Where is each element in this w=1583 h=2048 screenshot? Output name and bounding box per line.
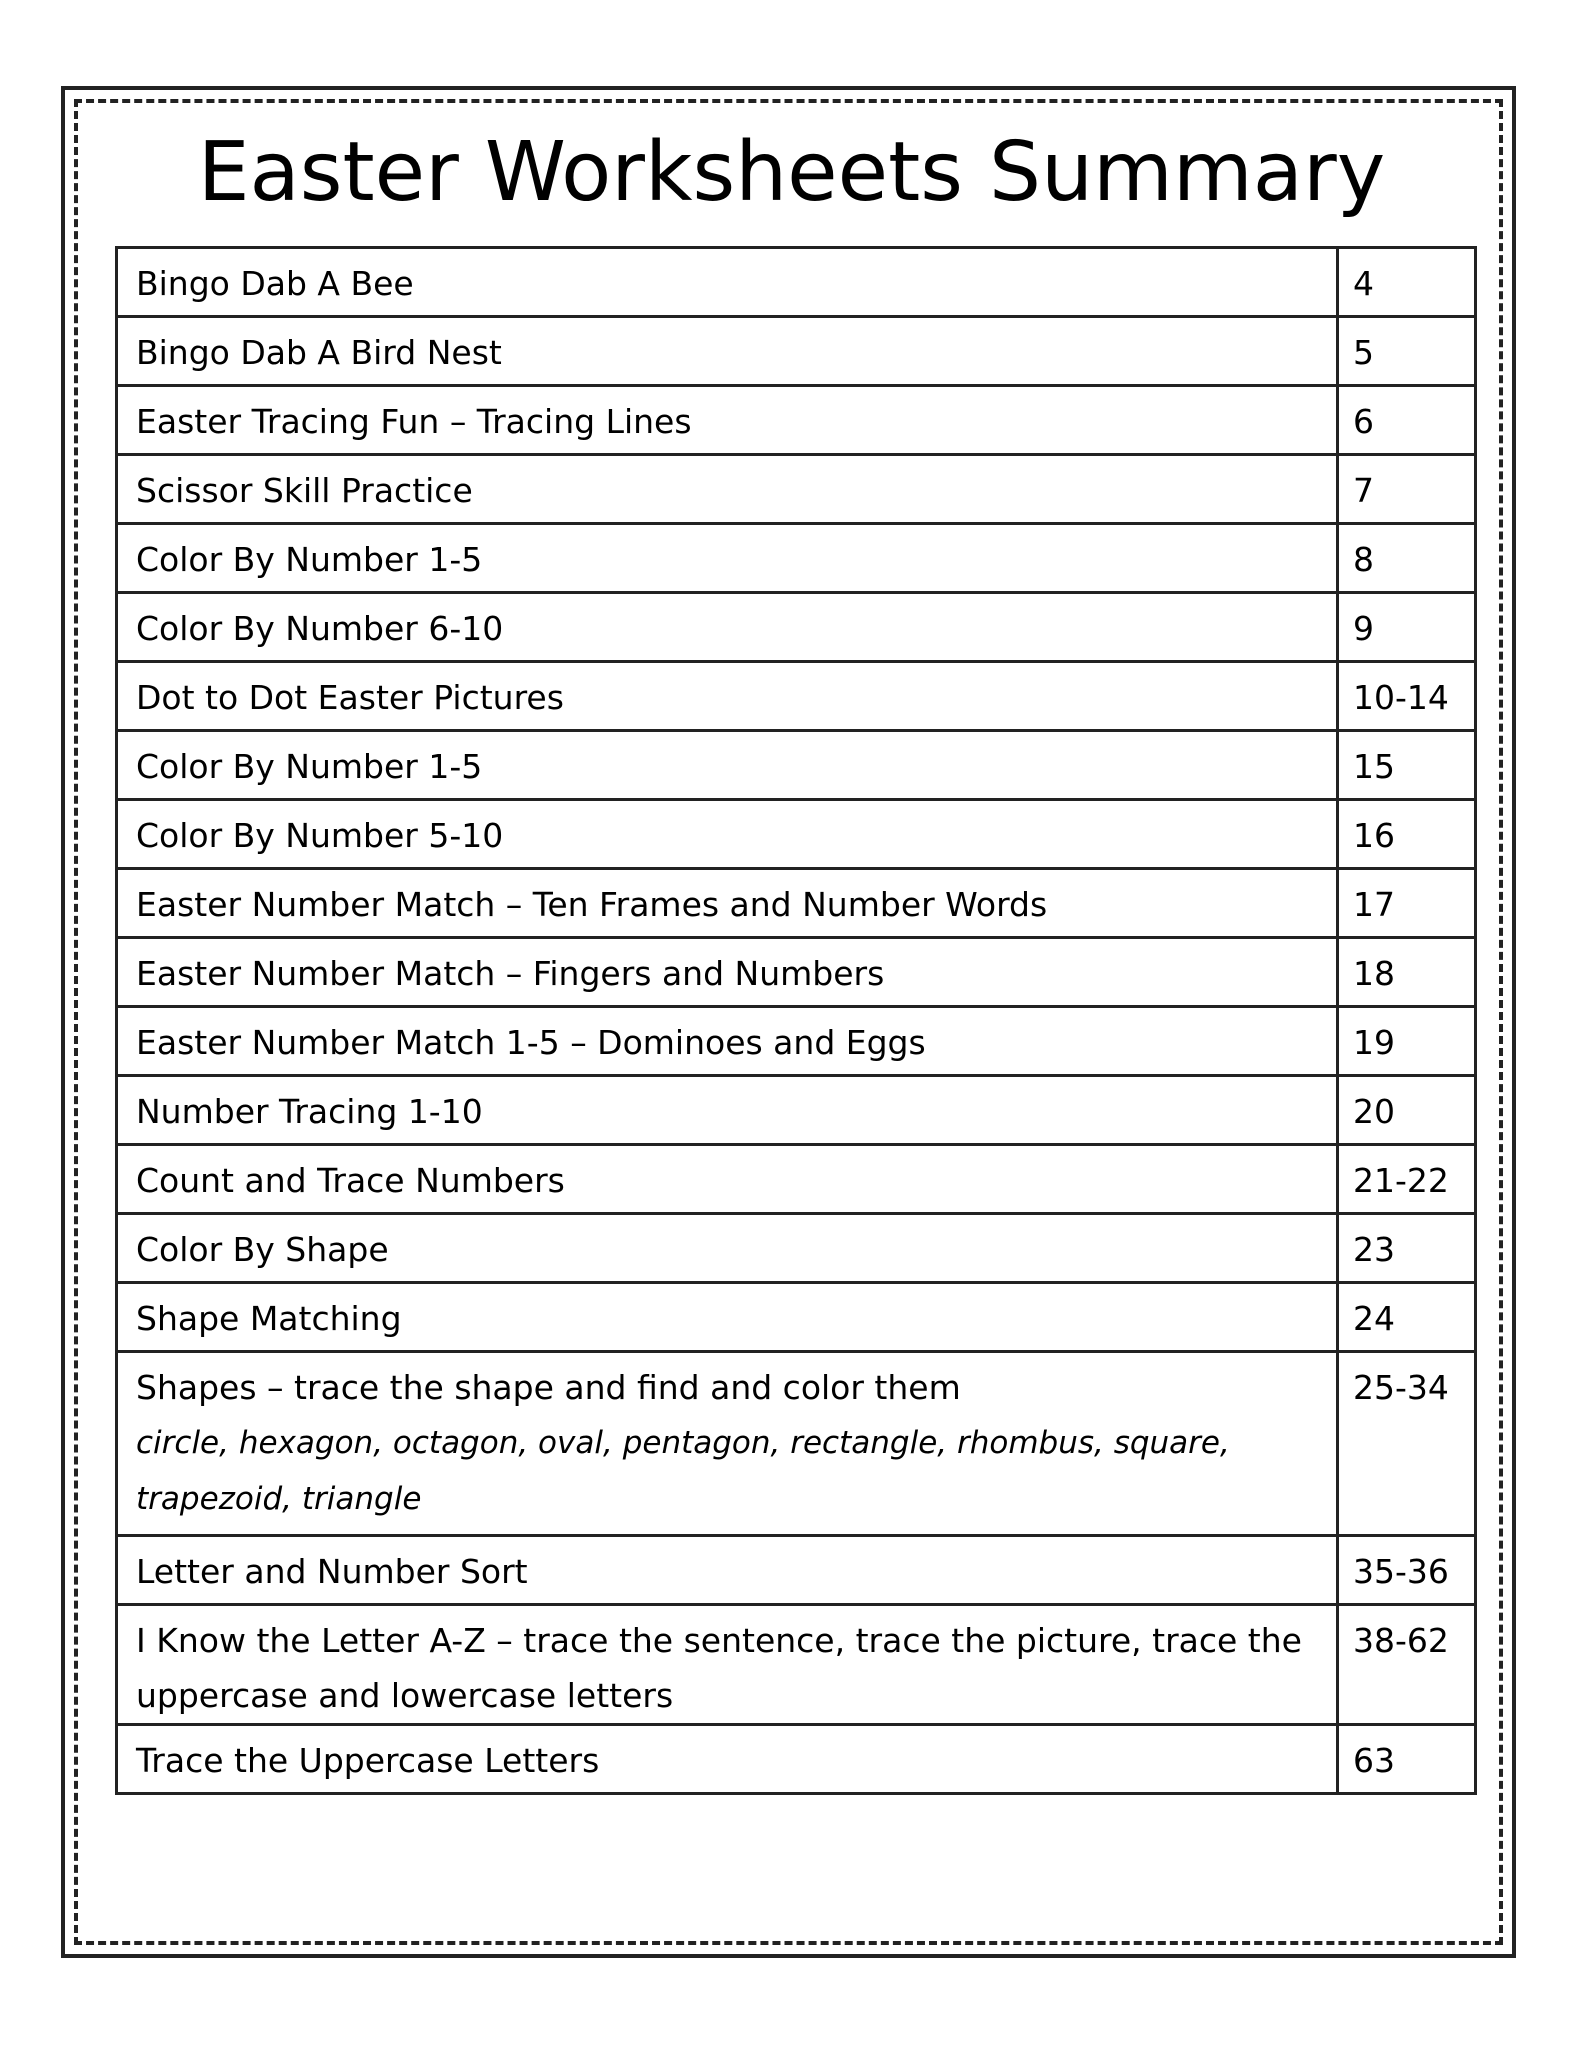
worksheet-detail: circle, hexagon, octagon, oval, pentagon, rectangle, rhombus, square, trapezoid, triangle <box>136 1425 1230 1517</box>
worksheet-title-cell <box>117 524 1338 593</box>
worksheet-title: Color By Number 6-10 <box>136 609 504 648</box>
page-title: Easter Worksheets Summary <box>197 125 1386 220</box>
table-row <box>117 386 1476 455</box>
page-number-cell <box>1338 1605 1476 1725</box>
worksheet-title: Easter Number Match – Ten Frames and Number Words <box>136 885 1048 924</box>
worksheet-title: Dot to Dot Easter Pictures <box>136 678 564 717</box>
table-row <box>117 662 1476 731</box>
worksheet-title: Easter Number Match – Fingers and Numbers <box>136 954 885 993</box>
worksheet-title: Number Tracing 1-10 <box>136 1092 483 1131</box>
worksheet-title: Letter and Number Sort <box>136 1552 528 1591</box>
worksheet-title-cell <box>117 731 1338 800</box>
page-number: 21-22 <box>1353 1161 1449 1200</box>
table-row <box>117 524 1476 593</box>
page-number-cell <box>1338 1283 1476 1352</box>
page-number: 15 <box>1353 747 1395 786</box>
page-number: 23 <box>1353 1230 1395 1269</box>
worksheet-title: I Know the Letter A-Z – trace the sentence, trace the picture, trace the uppercase and lowercase letters <box>136 1621 1302 1715</box>
worksheet-title-cell <box>117 1076 1338 1145</box>
page-number-cell <box>1338 869 1476 938</box>
page-number: 38-62 <box>1353 1621 1449 1660</box>
table-row <box>117 800 1476 869</box>
table-row <box>117 938 1476 1007</box>
worksheet-title: Color By Number 1-5 <box>136 540 483 579</box>
worksheet-title-cell <box>117 800 1338 869</box>
summary-table-body <box>117 248 1476 1794</box>
page-number: 8 <box>1353 540 1374 579</box>
worksheet-title: Easter Number Match 1-5 – Dominoes and Eggs <box>136 1023 926 1062</box>
worksheet-title-cell <box>117 1725 1338 1794</box>
page-number: 63 <box>1353 1741 1395 1780</box>
worksheet-title-cell <box>117 1536 1338 1605</box>
table-row <box>117 1076 1476 1145</box>
page-number-cell <box>1338 248 1476 317</box>
table-row <box>117 1605 1476 1725</box>
summary-table <box>115 246 1477 1795</box>
page-number: 19 <box>1353 1023 1395 1062</box>
page-number: 6 <box>1353 402 1374 441</box>
page-number-cell <box>1338 1076 1476 1145</box>
page-number-cell <box>1338 455 1476 524</box>
worksheet-title: Trace the Uppercase Letters <box>136 1741 600 1780</box>
table-row <box>117 1214 1476 1283</box>
table-row <box>117 1725 1476 1794</box>
table-row <box>117 455 1476 524</box>
worksheet-title-cell <box>117 455 1338 524</box>
worksheet-title-cell <box>117 1283 1338 1352</box>
page-number-cell <box>1338 1725 1476 1794</box>
worksheet-title-cell <box>117 1214 1338 1283</box>
page-number-cell <box>1338 524 1476 593</box>
worksheet-title-cell <box>117 662 1338 731</box>
worksheet-title-cell <box>117 317 1338 386</box>
table-row <box>117 731 1476 800</box>
page-number-cell <box>1338 317 1476 386</box>
page-number: 20 <box>1353 1092 1395 1131</box>
page-number-cell <box>1338 938 1476 1007</box>
worksheet-title: Shape Matching <box>136 1299 402 1338</box>
page-number-cell <box>1338 1145 1476 1214</box>
page-number-cell <box>1338 1536 1476 1605</box>
page-number-cell <box>1338 1007 1476 1076</box>
page-number-cell <box>1338 1352 1476 1536</box>
page-number: 9 <box>1353 609 1374 648</box>
page-number: 16 <box>1353 816 1395 855</box>
worksheet-title: Color By Number 5-10 <box>136 816 504 855</box>
worksheet-title: Color By Number 1-5 <box>136 747 483 786</box>
table-row <box>117 248 1476 317</box>
page-number: 5 <box>1353 333 1374 372</box>
worksheet-title: Count and Trace Numbers <box>136 1161 565 1200</box>
table-row <box>117 1145 1476 1214</box>
page-number: 25-34 <box>1353 1368 1449 1407</box>
page-number: 4 <box>1353 264 1374 303</box>
worksheet-title: Shapes – trace the shape and find and color them <box>136 1368 961 1407</box>
worksheet-title: Color By Shape <box>136 1230 389 1269</box>
worksheet-title: Easter Tracing Fun – Tracing Lines <box>136 402 692 441</box>
table-row <box>117 1007 1476 1076</box>
worksheet-title: Bingo Dab A Bee <box>136 264 414 303</box>
worksheet-title-cell <box>117 869 1338 938</box>
worksheet-title-cell <box>117 1605 1338 1725</box>
page-number: 35-36 <box>1353 1552 1449 1591</box>
worksheet-title: Bingo Dab A Bird Nest <box>136 333 502 372</box>
page-number: 18 <box>1353 954 1395 993</box>
page-number-cell <box>1338 662 1476 731</box>
page-number-cell <box>1338 593 1476 662</box>
page-number-cell <box>1338 731 1476 800</box>
worksheet-title-cell <box>117 1145 1338 1214</box>
table-row <box>117 317 1476 386</box>
table-row <box>117 1536 1476 1605</box>
table-row <box>117 1352 1476 1536</box>
worksheet-title-cell <box>117 1007 1338 1076</box>
page-number: 17 <box>1353 885 1395 924</box>
table-row <box>117 593 1476 662</box>
page-number: 24 <box>1353 1299 1395 1338</box>
page-number: 10-14 <box>1353 678 1449 717</box>
worksheet-title-cell <box>117 248 1338 317</box>
table-row <box>117 869 1476 938</box>
worksheet-title-cell <box>117 938 1338 1007</box>
worksheet-title: Scissor Skill Practice <box>136 471 473 510</box>
worksheet-title-cell <box>117 386 1338 455</box>
page-number-cell <box>1338 1214 1476 1283</box>
worksheet-title-cell <box>117 1352 1338 1536</box>
page-number: 7 <box>1353 471 1374 510</box>
table-row <box>117 1283 1476 1352</box>
worksheet-title-cell <box>117 593 1338 662</box>
page-number-cell <box>1338 386 1476 455</box>
page-number-cell <box>1338 800 1476 869</box>
